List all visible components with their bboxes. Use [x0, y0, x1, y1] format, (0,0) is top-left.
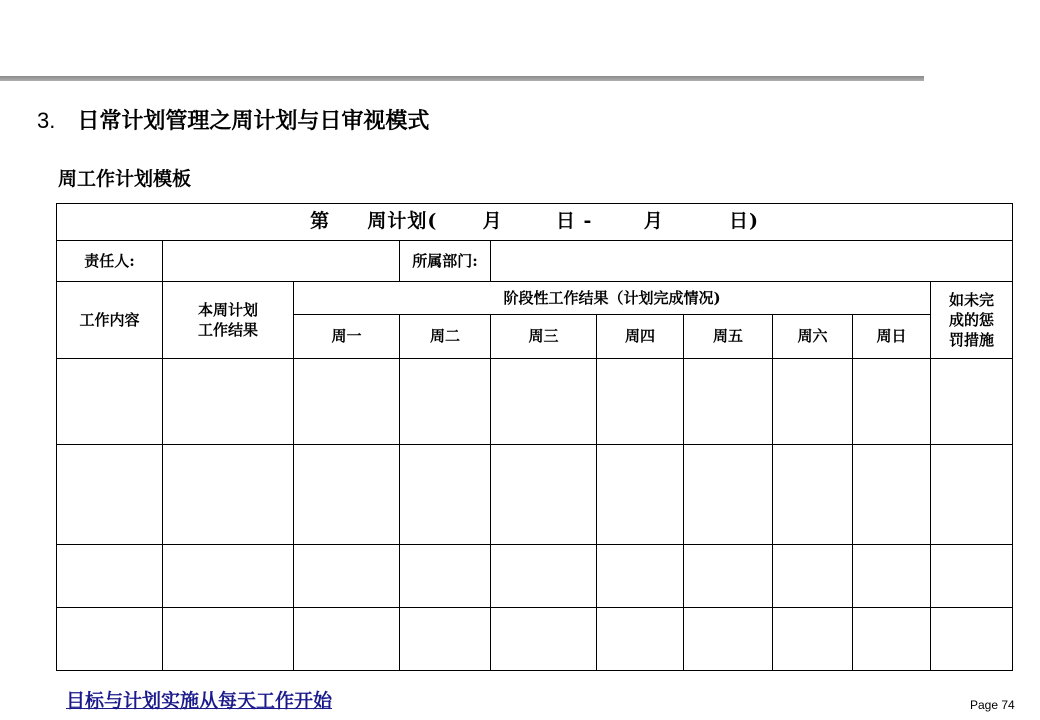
table-cell[interactable]: [773, 608, 853, 671]
table-cell[interactable]: [853, 359, 931, 445]
header-penalty-line2: 成的惩: [949, 310, 995, 329]
header-penalty-line3: 罚措施: [949, 331, 995, 350]
template-subheading: 周工作计划模板: [58, 168, 192, 190]
weekly-plan-table: [56, 203, 1013, 671]
table-cell[interactable]: [491, 359, 597, 445]
table-cell[interactable]: [294, 445, 400, 545]
table-cell[interactable]: [163, 545, 294, 608]
table-row: [57, 359, 1013, 445]
header-penalty-line1: 如未完: [949, 290, 995, 309]
day-friday: 周五: [684, 315, 773, 359]
title-week-plan: 周计划(: [367, 210, 438, 233]
table-cell[interactable]: [684, 545, 773, 608]
table-row: [57, 445, 1013, 545]
table-cell[interactable]: [294, 608, 400, 671]
day-thursday: 周四: [597, 315, 684, 359]
title-week-prefix: 第: [310, 210, 331, 233]
top-rule: [0, 76, 924, 81]
header-planned-results: [163, 282, 294, 359]
header-planned-results-line1: 本周计划: [197, 300, 258, 319]
table-cell[interactable]: [853, 545, 931, 608]
table-cell[interactable]: [773, 445, 853, 545]
section-title: 日常计划管理之周计划与日审视模式: [77, 108, 430, 134]
table-cell[interactable]: [57, 545, 163, 608]
page-title: [37, 104, 429, 135]
department-input[interactable]: [491, 241, 1013, 282]
table-cell[interactable]: [491, 608, 597, 671]
table-cell[interactable]: [294, 359, 400, 445]
table-cell[interactable]: [491, 445, 597, 545]
department-label: 所属部门:: [400, 241, 491, 282]
table-cell[interactable]: [597, 608, 684, 671]
table-cell[interactable]: [400, 359, 491, 445]
day-tuesday: 周二: [400, 315, 491, 359]
table-cell[interactable]: [684, 608, 773, 671]
table-cell[interactable]: [853, 445, 931, 545]
table-cell[interactable]: [400, 608, 491, 671]
table-cell[interactable]: [163, 359, 294, 445]
day-saturday: 周六: [773, 315, 853, 359]
table-cell[interactable]: [163, 445, 294, 545]
page-number: Page 74: [970, 698, 1015, 712]
footer-link[interactable]: 目标与计划实施从每天工作开始: [66, 690, 333, 712]
table-cell[interactable]: [931, 545, 1013, 608]
header-planned-results-line2: 工作结果: [197, 321, 258, 339]
day-monday: 周一: [294, 315, 400, 359]
table-cell[interactable]: [931, 359, 1013, 445]
responsible-input[interactable]: [163, 241, 400, 282]
table-cell[interactable]: [853, 608, 931, 671]
table-cell[interactable]: [294, 545, 400, 608]
table-cell[interactable]: [491, 545, 597, 608]
table-cell[interactable]: [57, 359, 163, 445]
table-cell[interactable]: [57, 445, 163, 545]
day-wednesday: 周三: [491, 315, 597, 359]
header-penalty: [931, 282, 1013, 359]
table-cell[interactable]: [163, 608, 294, 671]
table-cell[interactable]: [400, 545, 491, 608]
table-cell[interactable]: [597, 359, 684, 445]
header-work-content: 工作内容: [57, 282, 163, 359]
table-cell[interactable]: [684, 445, 773, 545]
header-stage-results: 阶段性工作结果（计划完成情况): [294, 282, 931, 315]
table-cell[interactable]: [597, 445, 684, 545]
title-end-month: 月: [643, 210, 664, 233]
table-cell[interactable]: [773, 359, 853, 445]
responsible-label: 责任人:: [57, 241, 163, 282]
title-start-month: 月: [482, 210, 503, 233]
title-end-day: 日): [728, 210, 759, 233]
table-cell[interactable]: [931, 608, 1013, 671]
table-cell[interactable]: [400, 445, 491, 545]
table-cell[interactable]: [684, 359, 773, 445]
table-row: [57, 608, 1013, 671]
table-cell[interactable]: [597, 545, 684, 608]
title-start-day: 日 -: [555, 210, 593, 233]
section-number: 3.: [37, 108, 56, 133]
table-row: [57, 545, 1013, 608]
table-title: [57, 204, 1013, 241]
day-sunday: 周日: [853, 315, 931, 359]
table-cell[interactable]: [57, 608, 163, 671]
table-cell[interactable]: [773, 545, 853, 608]
table-cell[interactable]: [931, 445, 1013, 545]
